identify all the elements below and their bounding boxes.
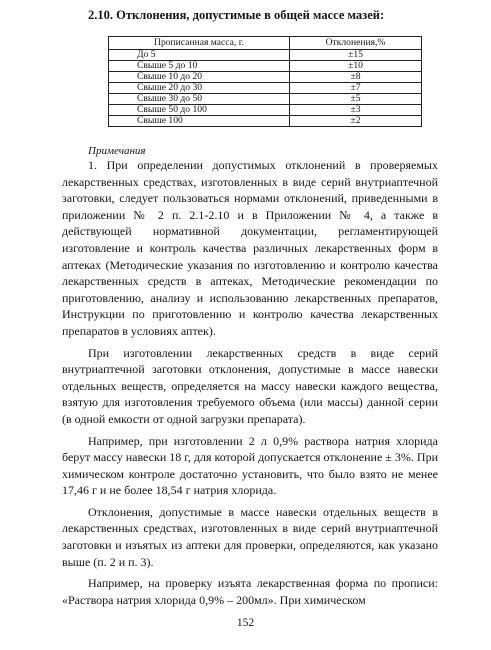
paragraph: Например, на проверку изъята лекарственная форма по прописи: «Раствора натрия хлорида 0,9% – 200мл». При химическом bbox=[62, 576, 438, 607]
deviation-cell: ±5 bbox=[290, 94, 422, 105]
mass-cell: Свыше 20 до 30 bbox=[109, 83, 290, 94]
table-row bbox=[109, 83, 422, 94]
mass-cell: Свыше 100 bbox=[109, 116, 290, 127]
paragraph: При изготовлении лекарственных средств в виде серий внутриаптечной заготовки отклонения, допустимые в массе навески отдельных веществ, определяется на массу навески каждого вещества, взятую для изготовления требуемого объема (или массы) данной серии (в одной емкости от одной загрузки препарата). bbox=[62, 345, 438, 426]
column-header-deviation: Отклонения,% bbox=[290, 37, 422, 50]
page-number: 152 bbox=[236, 617, 255, 629]
tolerance-table bbox=[108, 36, 422, 127]
deviation-cell: ±10 bbox=[290, 61, 422, 72]
mass-cell: До 5 bbox=[109, 50, 290, 61]
table-row bbox=[109, 94, 422, 105]
section-heading: 2.10. Отклонения, допустимые в общей массе мазей: bbox=[88, 8, 385, 22]
deviation-cell: ±3 bbox=[290, 105, 422, 116]
table-row bbox=[109, 61, 422, 72]
mass-cell: Свыше 50 до 100 bbox=[109, 105, 290, 116]
mass-cell: Свыше 5 до 10 bbox=[109, 61, 290, 72]
deviation-cell: ±2 bbox=[290, 116, 422, 127]
notes-title: Примечания bbox=[88, 145, 146, 157]
deviation-cell: ±15 bbox=[290, 50, 422, 61]
mass-cell: Свыше 30 до 50 bbox=[109, 94, 290, 105]
table-row bbox=[109, 116, 422, 127]
table-row bbox=[109, 50, 422, 61]
table-row bbox=[109, 105, 422, 116]
mass-cell: Свыше 10 до 20 bbox=[109, 72, 290, 83]
column-header-mass: Прописанная масса, г. bbox=[109, 37, 290, 50]
paragraph: Например, при изготовлении 2 л 0,9% раствора натрия хлорида берут массу навески 18 г, для которой допускается отклонение ± 3%. При химическом контроле достаточно установить, что было взято не менее 17,46 г и не более 18,54 г натрия хлорида. bbox=[62, 433, 438, 498]
paragraph: 1. При определении допустимых отклонений в проверяемых лекарственных средствах, изготовленных в виде серий внутриаптечной заготовки, следует пользоваться нормами отклонений, приведенными в приложении № 2 п. 2.1-2.10 и в Приложении № 4, а также в действующей нормативной документации, регламентирующей изготовление и контроль качества различных лекарственных форм в аптеках (Методические указания по изготовлению и контролю качества лекарственных средств в аптеках, Методические рекомендации по приготовлению, анализу и использованию лекарственных препаратов, Инструкции по приготовлению и контролю качества лекарственных препаратов в условиях аптек). bbox=[62, 158, 438, 338]
table-row bbox=[109, 72, 422, 83]
deviation-cell: ±7 bbox=[290, 83, 422, 94]
paragraph: Отклонения, допустимые в массе навески отдельных веществ в лекарственных средствах, изготовленных в виде серий внутриаптечной заготовки и изъятых из аптеки для проверки, определяются, как указано выше (п. 2 и п. 3). bbox=[62, 504, 438, 569]
deviation-cell: ±8 bbox=[290, 72, 422, 83]
table-header-row bbox=[109, 37, 422, 50]
body-text bbox=[62, 157, 438, 613]
